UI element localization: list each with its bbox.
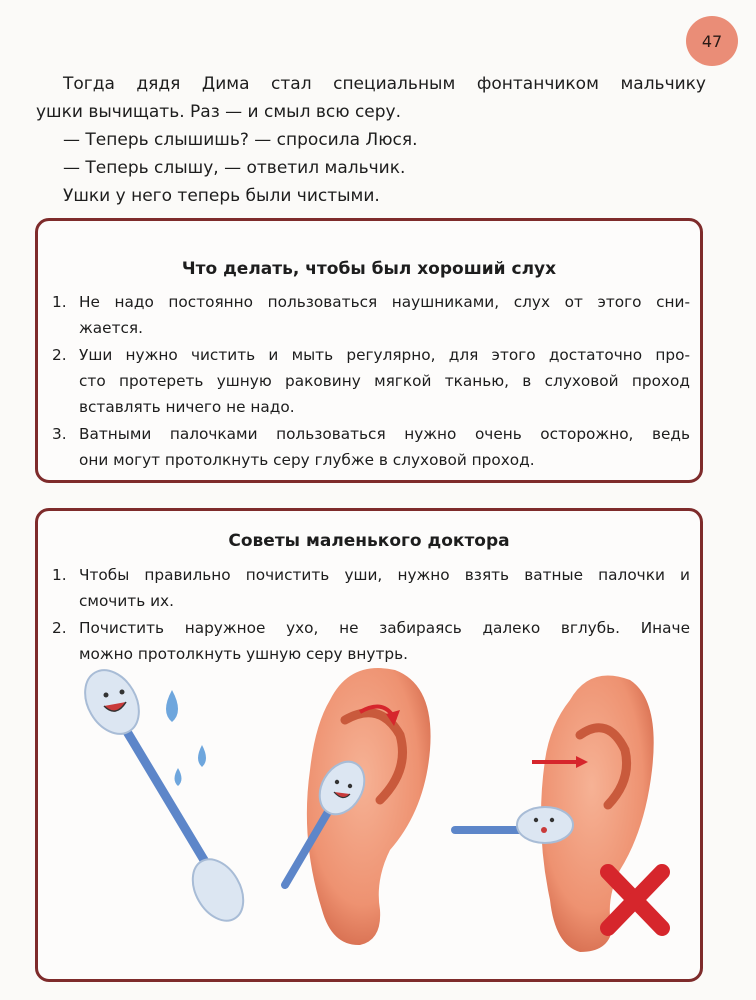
ear-with-swab-icon	[285, 668, 431, 945]
item-line: они могут протолкнуть серу глубже в слуховой проход.	[79, 451, 535, 469]
story-text	[36, 70, 706, 210]
water-drops-icon	[166, 690, 206, 786]
cotton-swab-character-icon	[74, 661, 253, 930]
item-line: Не надо постоянно пользоваться наушниками, слух от этого сни-	[79, 293, 690, 311]
story-line: — Теперь слышишь? — спросила Люся.	[63, 130, 418, 150]
hearing-tips-box	[35, 218, 703, 483]
list-item	[52, 421, 690, 473]
story-line: — Теперь слышу, — ответил мальчик.	[63, 158, 406, 178]
item-number: 2.	[52, 346, 67, 364]
red-cross-icon	[608, 872, 662, 928]
list-item	[52, 562, 690, 614]
item-number: 3.	[52, 425, 67, 443]
ear-cleaning-illustration	[60, 640, 690, 960]
item-line: можно протолкнуть ушную серу внутрь.	[79, 645, 408, 663]
doctor-tips-title: Советы маленького доктора	[228, 531, 510, 551]
item-line: Уши нужно чистить и мыть регулярно, для этого достаточно про-	[79, 346, 690, 364]
hearing-tips-list	[52, 289, 690, 474]
item-line: вставлять ничего не надо.	[79, 398, 295, 416]
item-number: 2.	[52, 619, 67, 637]
list-item	[52, 342, 690, 420]
page-number: 47	[686, 16, 738, 66]
item-line: жается.	[79, 319, 143, 337]
item-number: 1.	[52, 293, 67, 311]
item-line: Почистить наружное ухо, не забираясь далеко вглубь. Иначе	[79, 619, 690, 637]
item-line: сто протереть ушную раковину мягкой тканью, в слуховой проход	[79, 372, 690, 390]
hearing-tips-title: Что делать, чтобы был хороший слух	[181, 259, 557, 279]
list-item	[52, 289, 690, 341]
item-line: смочить их.	[79, 592, 174, 610]
story-line: ушки вычищать. Раз — и смыл всю серу.	[36, 102, 402, 122]
story-line: Ушки у него теперь были чистыми.	[63, 186, 380, 206]
story-line: Тогда дядя Дима стал специальным фонтанчиком мальчику	[63, 74, 706, 94]
item-line: Чтобы правильно почистить уши, нужно взять ватные палочки и	[79, 566, 690, 584]
item-line: Ватными палочками пользоваться нужно очень осторожно, ведь	[79, 425, 690, 443]
item-number: 1.	[52, 566, 67, 584]
